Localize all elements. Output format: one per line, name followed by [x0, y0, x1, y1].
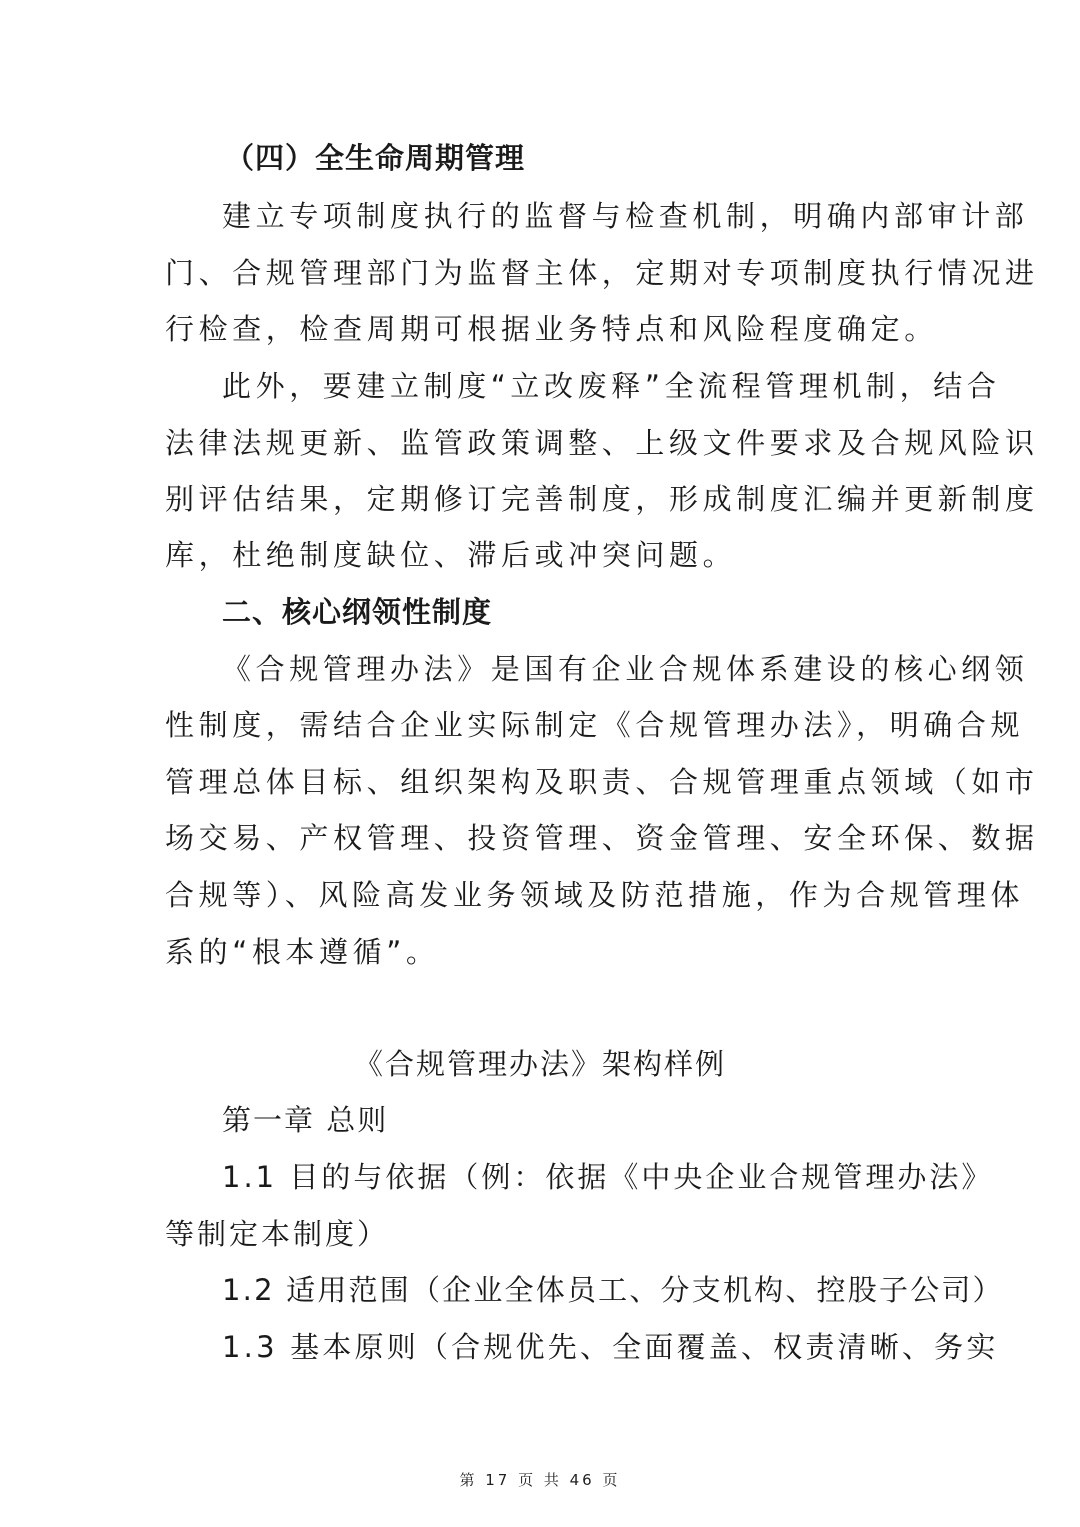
paragraph-line: 场交易、产权管理、投资管理、资金管理、安全环保、数据: [165, 821, 1039, 855]
paragraph-line: 法律法规更新、监管政策调整、上级文件要求及合规风险识: [165, 426, 1039, 460]
paragraph-line: 行检查，检查周期可根据业务特点和风险程度确定。: [165, 312, 938, 346]
section-heading-lifecycle: （四）全生命周期管理: [225, 141, 526, 175]
chapter-heading: 第一章 总则: [222, 1103, 389, 1137]
list-item-1-1-cont: 等制定本制度）: [165, 1217, 390, 1251]
paragraph-line: 系的“根本遵循”。: [165, 935, 440, 969]
paragraph-line: 门、合规管理部门为监督主体，定期对专项制度执行情况进: [165, 256, 1039, 290]
page-number-footer: 第 17 页 共 46 页: [459, 1471, 621, 1489]
section-heading-core-policy: 二、核心纲领性制度: [222, 595, 493, 629]
paragraph-line: 建立专项制度执行的监督与检查机制，明确内部审计部: [222, 199, 1029, 233]
list-item-1-3: 1.3 基本原则（合规优先、全面覆盖、权责清晰、务实: [222, 1330, 999, 1364]
paragraph-line: 《合规管理办法》是国有企业合规体系建设的核心纲领: [222, 652, 1029, 686]
list-item-1-2: 1.2 适用范围（企业全体员工、分支机构、控股子公司）: [222, 1273, 1004, 1307]
paragraph-line: 性制度，需结合企业实际制定《合规管理办法》，明确合规: [165, 708, 1025, 742]
paragraph-line: 合规等）、风险高发业务领域及防范措施，作为合规管理体: [165, 878, 1025, 912]
paragraph-line: 此外，要建立制度“立改废释”全流程管理机制，结合: [222, 369, 1001, 403]
list-item-1-1: 1.1 目的与依据（例：依据《中央企业合规管理办法》: [222, 1160, 994, 1194]
sample-title: 《合规管理办法》架构样例: [353, 1047, 726, 1081]
paragraph-line: 库，杜绝制度缺位、滞后或冲突问题。: [165, 538, 737, 572]
paragraph-line: 管理总体目标、组织架构及职责、合规管理重点领域（如市: [165, 765, 1039, 799]
paragraph-line: 别评估结果，定期修订完善制度，形成制度汇编并更新制度: [165, 482, 1039, 516]
